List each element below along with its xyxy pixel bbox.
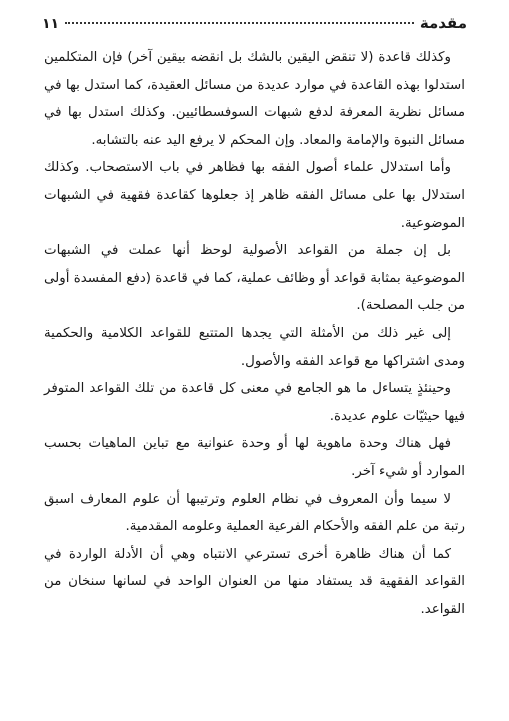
paragraph: وحينئذٍ يتساءل ما هو الجامع في معنى كل قاعدة من تلك القواعد المتوفر فيها حيثيّات علوم عديدة. bbox=[44, 381, 465, 424]
paragraph: فهل هناك وحدة ماهوية لها أو وحدة عنوانية مع تباين الماهيات بحسب الموارد أو شيء آخر. bbox=[44, 436, 465, 479]
header-leader-dots bbox=[65, 22, 414, 24]
paragraph: وكذلك قاعدة (لا تنقض اليقين بالشك بل انقضه بيقين آخر) فإن المتكلمين استدلوا بهذه القاعدة في موارد عديدة من مسائل العقيدة، كما استدل بها في مسائل نظرية المعرفة لدفع شبهات السوفسطائيين. وكذلك استدل بها في مسائل النبوة والإمامة والمعاد. وإن المحكم لا يرفع اليد عنه بالتشابه. bbox=[44, 50, 465, 148]
body-text bbox=[44, 44, 465, 623]
paragraph: لا سيما وأن المعروف في نظام العلوم وترتيبها أن علوم المعارف اسبق رتبة من علم الفقه والأحكام الفرعية العملية وعلومه المقدمية. bbox=[44, 491, 465, 535]
paragraph: وأما استدلال علماء أصول الفقه بها فظاهر في باب الاستصحاب. وكذلك استدلال بها على مسائل الفقه ظاهر إذ جعلوها كقاعدة فقهية في الشبهات الموضوعية. bbox=[44, 160, 465, 231]
paragraph: إلى غير ذلك من الأمثلة التي يجدها المتتبع للقواعد الكلامية والحكمية ومدى اشتراكها مع قواعد الفقه والأصول. bbox=[44, 325, 465, 369]
chapter-title: مقدمة bbox=[419, 14, 467, 32]
paragraph: كما أن هناك ظاهرة أخرى تسترعي الانتباه وهي أن الأدلة الواردة في القواعد الفقهية قد يستفاد منها من العنوان الواحد في لسانها سنخان من القواعد. bbox=[44, 546, 465, 617]
paragraph: بل إن جملة من القواعد الأصولية لوحظ أنها عملت في الشبهات الموضوعية بمثابة قواعد أو وظائف عملية، كما في قاعدة (دفع المفسدة أولى من جلب المصلحة). bbox=[44, 243, 465, 314]
page-header bbox=[42, 14, 467, 38]
page-number: ١١ bbox=[42, 16, 60, 32]
